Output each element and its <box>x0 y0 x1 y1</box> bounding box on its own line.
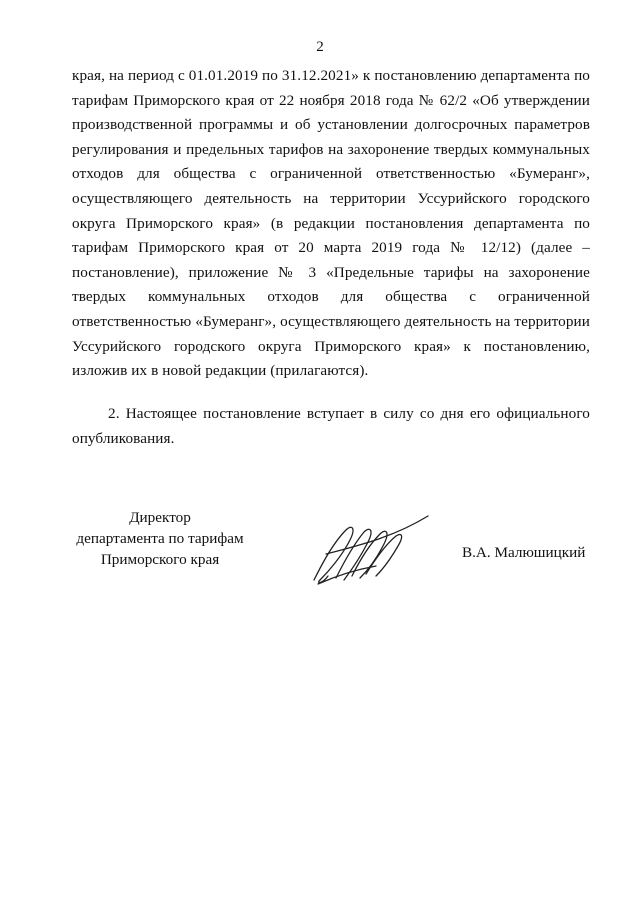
signatory-title-line-1: Директор <box>129 509 191 526</box>
signer-name: В.А. Малюшицкий <box>462 544 586 561</box>
page-number: 2 <box>316 39 324 55</box>
paragraph-effective-date: 2. Настоящее постановление вступает в силу со дня его официального опубликования. <box>72 405 590 447</box>
handwritten-signature <box>306 510 436 588</box>
paragraph-continuation: края, на период с 01.01.2019 по 31.12.2021» к постановлению департамента по тарифам Приморского края от 22 ноября 2018 года № 62/2 «Об утверждении производственной программы и об установлении долгосрочных параметров регулирования и предельных тарифов на захоронение твердых коммунальных отходов для общества с ограниченной ответственностью «Бумеранг», осуществляющего деятельность на территории Уссурийского городского округа Приморского края» (в редакции постановления департамента по тарифам Приморского края от 20 марта 2019 года № 12/12) (далее – постановление), приложение № 3 «Предельные тарифы на захоронение твердых коммунальных отходов для общества с ограниченной ответственностью «Бумеранг», осуществляющего деятельность на территории Уссурийского городского округа Приморского края» к постановлению, изложив их в новой редакции (прилагаются). <box>72 67 590 380</box>
signatory-title-line-2: департамента по тарифам <box>76 530 244 547</box>
signatory-title-line-3: Приморского края <box>100 551 220 568</box>
signatory-title <box>60 507 260 570</box>
